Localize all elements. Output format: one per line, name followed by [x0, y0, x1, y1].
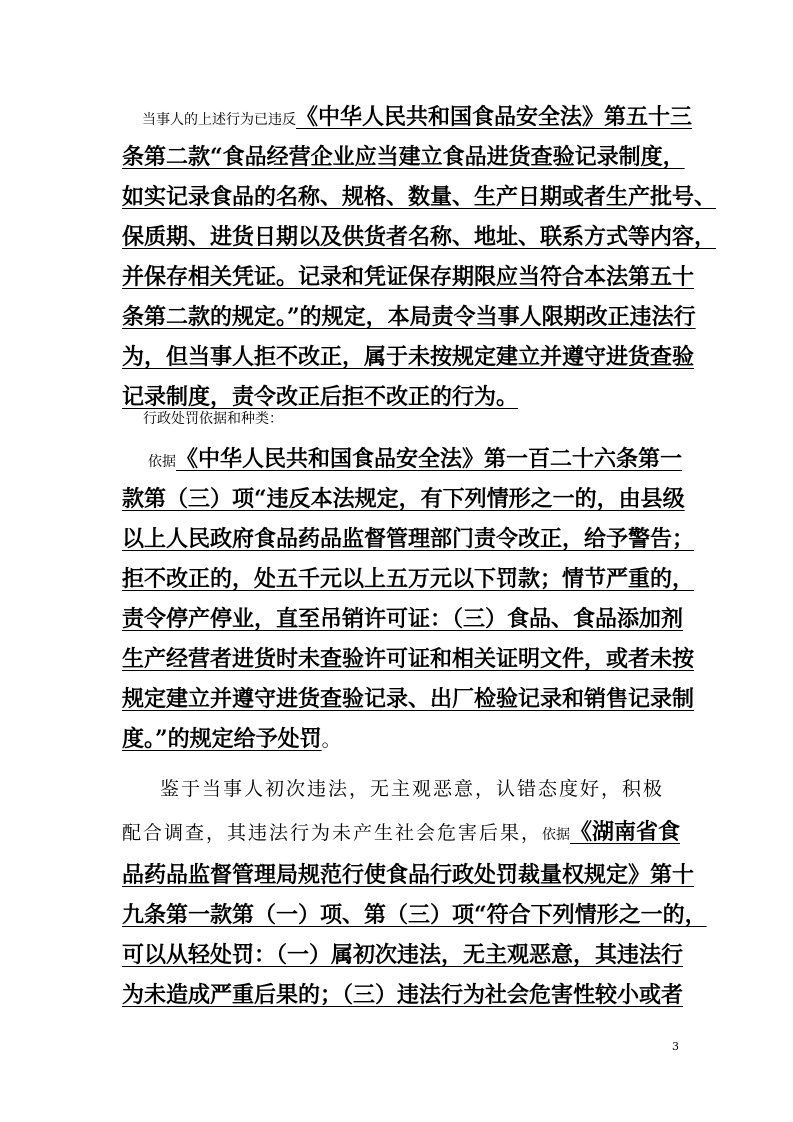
para2-line1: [148, 442, 682, 473]
para3-prefix: 依据: [542, 827, 571, 843]
para2-text-1: 《中华人民共和国食品安全法》第一百二十六条第一: [176, 446, 683, 472]
para1-line4: 保质期、进货日期以及供货者名称、地址、联系方式等内容，: [122, 224, 717, 250]
para1-line5: 并保存相关凭证。记录和凭证保存期限应当符合本法第五十: [122, 264, 695, 290]
para1-prefix: 当事人的上述行为已违反: [142, 112, 296, 128]
para2-prefix: 依据: [148, 454, 176, 470]
para3-text-2: 配合调查，其违法行为未产生社会危害后果，: [122, 822, 543, 844]
para1-text-1: 《中华人民共和国食品安全法》第五十三: [296, 104, 693, 130]
para1-line8: 记录制度，责令改正后拒不改正的行为。: [122, 384, 519, 410]
para2-line8: [122, 722, 341, 753]
para3-text-2u: 《湖南省食: [570, 819, 681, 845]
para2-line5: 责令停产停业，直至吊销许可证：（三）食品、食品添加剂: [122, 606, 684, 632]
para1-line2: 条第二款“食品经营企业应当建立食品进货查验记录制度，: [122, 144, 685, 170]
para3-line1: 鉴于当事人初次违法，无主观恶意，认错态度好，积极: [160, 778, 665, 800]
page-number: 3: [672, 1040, 679, 1053]
para3-line5: 可以从轻处罚：（一）属初次违法，无主观恶意，其违法行: [122, 942, 684, 968]
para2-text-8: 度。”的规定给予处罚: [122, 726, 322, 752]
para2-end: 。: [321, 729, 341, 751]
section-heading: 行政处罚依据和种类：: [143, 411, 283, 427]
para2-line4: 拒不改正的，处五千元以上五万元以下罚款；情节严重的，: [122, 566, 695, 592]
para3-line2: [122, 815, 680, 846]
para2-line3: 以上人民政府食品药品监督管理部门责令改正，给予警告；: [122, 526, 695, 552]
para2-line7: 规定建立并遵守进货查验记录、出厂检验记录和销售记录制: [122, 686, 695, 712]
para1-line1: [122, 100, 693, 131]
para1-line3: 如实记录食品的名称、规格、数量、生产日期或者生产批号、: [122, 184, 717, 210]
para2-line6: 生产经营者进货时未查验许可证和相关证明文件，或者未按: [122, 646, 695, 672]
para3-line6: 为未造成严重后果的；（三）违法行为社会危害性较小或者: [122, 982, 684, 1008]
para3-line3: 品药品监督管理局规范行使食品行政处罚裁量权规定》第十: [122, 862, 695, 888]
para2-line2: 款第（三）项“违反本法规定，有下列情形之一的，由县级: [122, 486, 685, 512]
para3-line4: 九条第一款第（一）项、第（三）项“符合下列情形之一的，: [122, 902, 707, 928]
para1-line7: 为，但当事人拒不改正，属于未按规定建立并遵守进货查验: [122, 344, 695, 370]
para1-line6: 条第二款的规定。”的规定，本局责令当事人限期改正违法行: [122, 304, 696, 330]
